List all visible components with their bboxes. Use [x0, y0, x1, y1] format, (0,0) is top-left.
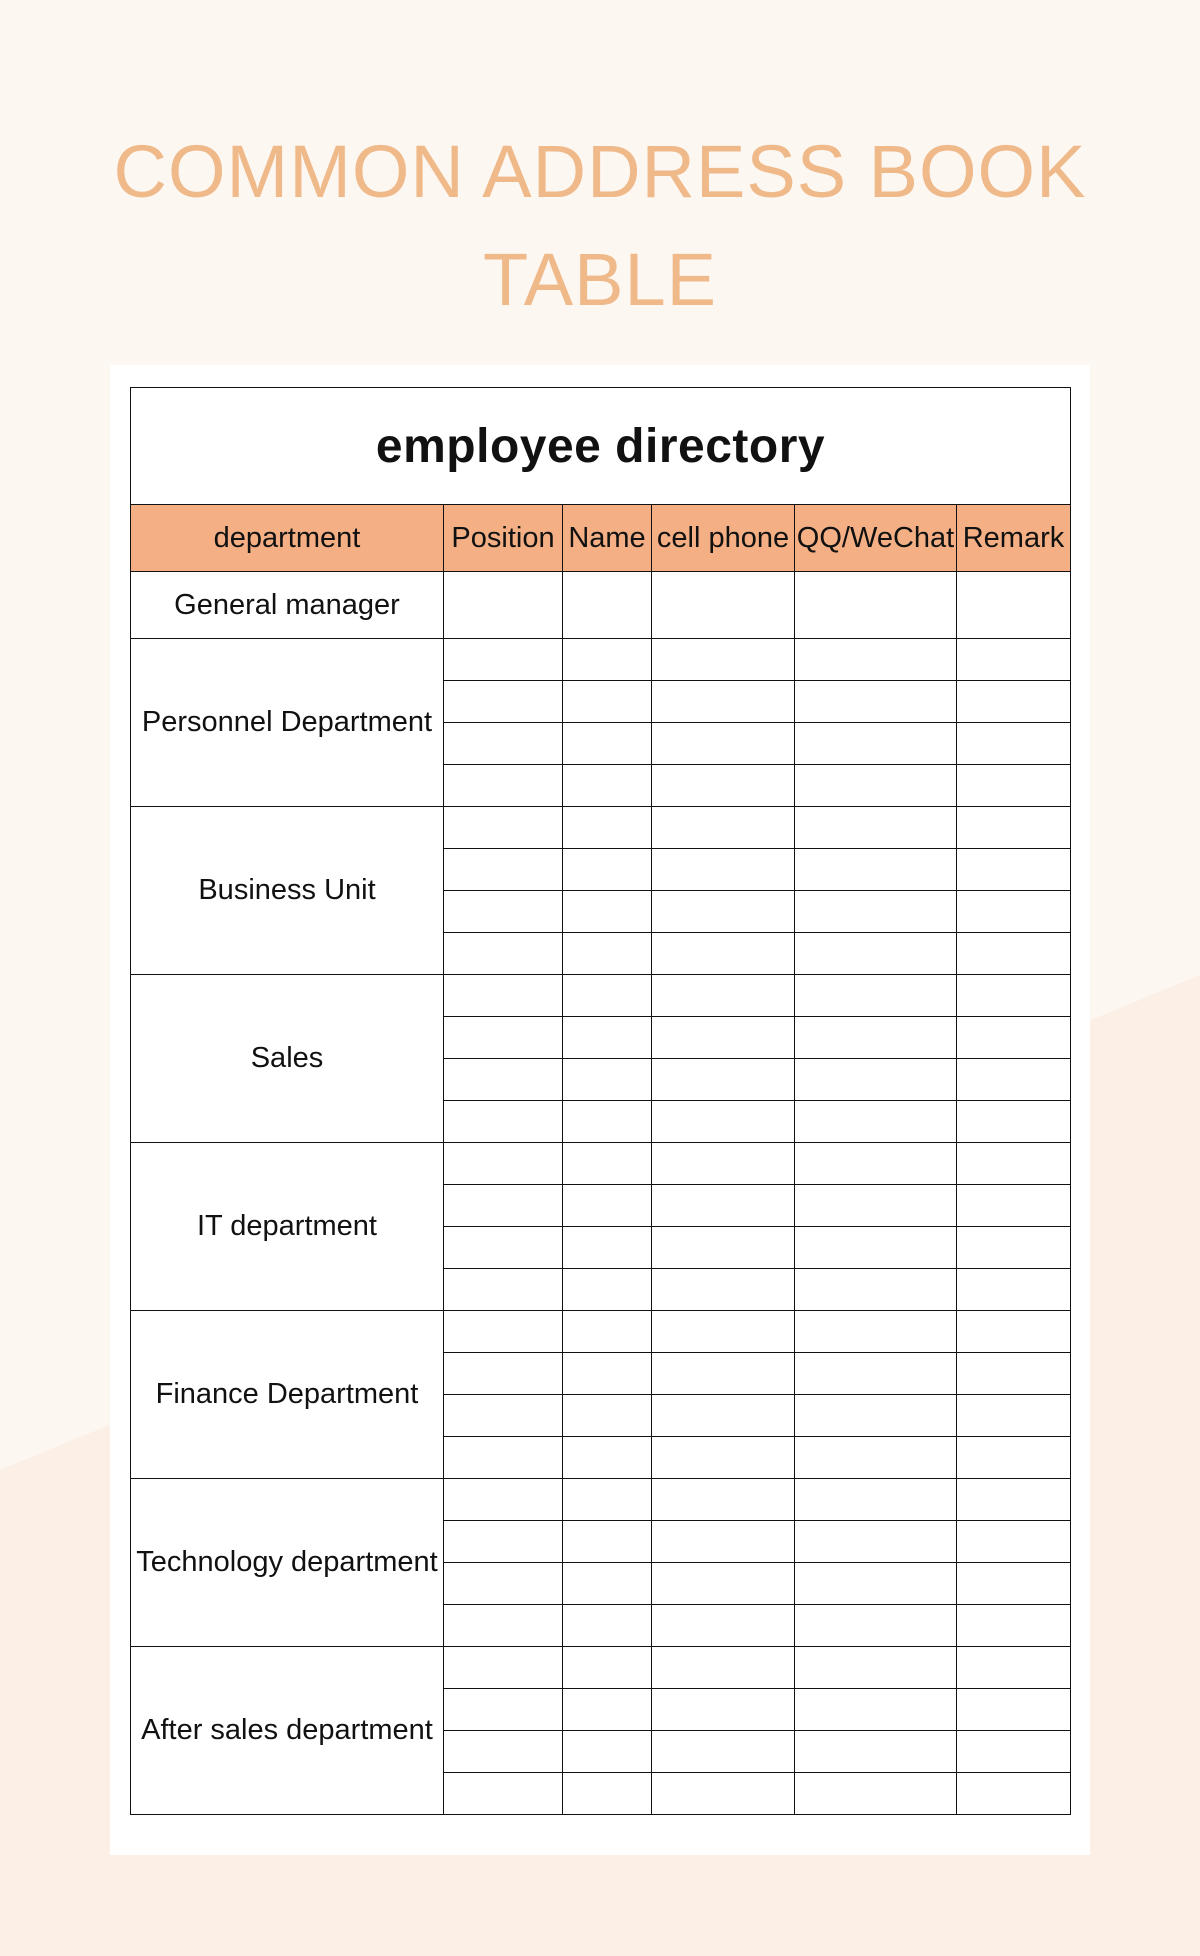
table-cell[interactable] [563, 639, 652, 681]
table-cell[interactable] [563, 891, 652, 933]
table-cell[interactable] [795, 1731, 957, 1773]
table-cell[interactable] [957, 1731, 1071, 1773]
table-row [131, 807, 1071, 849]
table-cell[interactable] [444, 1605, 563, 1647]
table-cell[interactable] [652, 1227, 795, 1269]
table-cell[interactable] [957, 1269, 1071, 1311]
table-cell[interactable] [957, 1437, 1071, 1479]
table-cell[interactable] [795, 1773, 957, 1815]
table-cell[interactable] [795, 681, 957, 723]
department-cell: IT department [131, 1143, 444, 1311]
table-cell[interactable] [652, 933, 795, 975]
table-cell[interactable] [563, 765, 652, 807]
table-cell[interactable] [957, 1185, 1071, 1227]
table-cell[interactable] [957, 849, 1071, 891]
table-cell[interactable] [444, 1185, 563, 1227]
table-cell[interactable] [444, 1017, 563, 1059]
employee-directory-table [130, 387, 1071, 1815]
table-cell[interactable] [444, 723, 563, 765]
table-cell[interactable] [652, 765, 795, 807]
table-cell[interactable] [795, 1521, 957, 1563]
table-cell[interactable] [444, 1311, 563, 1353]
table-cell[interactable] [563, 1017, 652, 1059]
table-cell[interactable] [444, 975, 563, 1017]
table-cell[interactable] [652, 1185, 795, 1227]
table-cell[interactable] [444, 1101, 563, 1143]
table-cell[interactable] [652, 1353, 795, 1395]
department-cell: After sales department [131, 1647, 444, 1815]
table-cell[interactable] [444, 681, 563, 723]
table-cell[interactable] [957, 1311, 1071, 1353]
table-cell[interactable] [563, 1185, 652, 1227]
table-cell[interactable] [957, 1647, 1071, 1689]
department-cell: Sales [131, 975, 444, 1143]
table-cell[interactable] [563, 1059, 652, 1101]
table-cell[interactable] [652, 1311, 795, 1353]
directory-sheet [110, 365, 1090, 1855]
table-cell[interactable] [957, 765, 1071, 807]
table-cell[interactable] [652, 1143, 795, 1185]
table-cell[interactable] [444, 1227, 563, 1269]
caption-row [131, 388, 1071, 505]
table-cell[interactable] [444, 1647, 563, 1689]
table-cell[interactable] [957, 807, 1071, 849]
table-cell[interactable] [957, 975, 1071, 1017]
table-cell[interactable] [444, 1731, 563, 1773]
table-cell[interactable] [795, 807, 957, 849]
table-cell[interactable] [957, 1227, 1071, 1269]
table-cell[interactable] [444, 1521, 563, 1563]
table-cell[interactable] [563, 1521, 652, 1563]
table-cell[interactable] [652, 849, 795, 891]
header-row [131, 505, 1071, 572]
table-cell[interactable] [563, 681, 652, 723]
header-cell-phone: cell phone [652, 505, 795, 572]
header-name: Name [563, 505, 652, 572]
table-cell[interactable] [795, 1647, 957, 1689]
table-cell[interactable] [563, 1101, 652, 1143]
table-cell[interactable] [957, 1017, 1071, 1059]
table-cell[interactable] [795, 891, 957, 933]
table-cell[interactable] [563, 975, 652, 1017]
table-cell[interactable] [795, 1311, 957, 1353]
table-cell[interactable] [652, 1689, 795, 1731]
table-cell[interactable] [957, 1101, 1071, 1143]
table-cell[interactable] [957, 723, 1071, 765]
table-cell[interactable] [652, 1605, 795, 1647]
table-cell[interactable] [795, 1143, 957, 1185]
table-cell[interactable] [795, 723, 957, 765]
table-cell[interactable] [444, 849, 563, 891]
table-cell[interactable] [444, 1437, 563, 1479]
table-cell[interactable] [795, 572, 957, 639]
table-cell[interactable] [652, 1101, 795, 1143]
table-cell[interactable] [563, 1311, 652, 1353]
table-cell[interactable] [652, 1479, 795, 1521]
table-cell[interactable] [444, 807, 563, 849]
table-cell[interactable] [957, 639, 1071, 681]
table-cell[interactable] [652, 1059, 795, 1101]
table-cell[interactable] [563, 1647, 652, 1689]
table-cell[interactable] [957, 1773, 1071, 1815]
table-cell[interactable] [563, 1269, 652, 1311]
table-cell[interactable] [444, 1395, 563, 1437]
table-row [131, 1647, 1071, 1689]
table-cell[interactable] [444, 1353, 563, 1395]
header-department: department [131, 505, 444, 572]
table-cell[interactable] [444, 639, 563, 681]
table-cell[interactable] [795, 1353, 957, 1395]
table-cell[interactable] [957, 681, 1071, 723]
header-qq-wechat: QQ/WeChat [795, 505, 957, 572]
table-cell[interactable] [563, 1227, 652, 1269]
table-cell[interactable] [563, 1773, 652, 1815]
table-row [131, 639, 1071, 681]
table-cell[interactable] [652, 1563, 795, 1605]
table-cell[interactable] [563, 1689, 652, 1731]
table-cell[interactable] [795, 933, 957, 975]
page-title-line-2: TABLE [483, 238, 717, 321]
table-row [131, 1479, 1071, 1521]
table-cell[interactable] [652, 1017, 795, 1059]
table-cell[interactable] [652, 639, 795, 681]
header-position: Position [444, 505, 563, 572]
table-cell[interactable] [444, 1563, 563, 1605]
department-cell: Personnel Department [131, 639, 444, 807]
table-cell[interactable] [563, 1395, 652, 1437]
table-cell[interactable] [563, 723, 652, 765]
table-cell[interactable] [957, 1143, 1071, 1185]
table-cell[interactable] [795, 1227, 957, 1269]
table-cell[interactable] [795, 975, 957, 1017]
table-cell[interactable] [795, 849, 957, 891]
table-cell[interactable] [795, 1689, 957, 1731]
table-cell[interactable] [563, 1731, 652, 1773]
table-cell[interactable] [563, 1563, 652, 1605]
table-cell[interactable] [563, 807, 652, 849]
department-cell: Finance Department [131, 1311, 444, 1479]
table-cell[interactable] [652, 681, 795, 723]
table-cell[interactable] [652, 1731, 795, 1773]
table-cell[interactable] [563, 1437, 652, 1479]
table-cell[interactable] [957, 1605, 1071, 1647]
table-cell[interactable] [652, 807, 795, 849]
table-cell[interactable] [444, 1143, 563, 1185]
table-cell[interactable] [795, 639, 957, 681]
table-cell[interactable] [795, 1059, 957, 1101]
header-remark: Remark [957, 505, 1071, 572]
table-cell[interactable] [957, 1521, 1071, 1563]
table-cell[interactable] [652, 1647, 795, 1689]
table-cell[interactable] [652, 975, 795, 1017]
table-cell[interactable] [563, 1143, 652, 1185]
page-title [0, 118, 1200, 334]
table-cell[interactable] [652, 723, 795, 765]
table-cell[interactable] [957, 1059, 1071, 1101]
table-cell[interactable] [957, 572, 1071, 639]
table-cell[interactable] [444, 1479, 563, 1521]
department-cell: Technology department [131, 1479, 444, 1647]
table-cell[interactable] [563, 1479, 652, 1521]
table-cell[interactable] [795, 1017, 957, 1059]
table-cell[interactable] [795, 1269, 957, 1311]
department-cell: Business Unit [131, 807, 444, 975]
table-cell[interactable] [652, 1395, 795, 1437]
table-cell[interactable] [652, 572, 795, 639]
table-cell[interactable] [795, 1395, 957, 1437]
table-cell[interactable] [795, 1563, 957, 1605]
table-cell[interactable] [795, 765, 957, 807]
table-cell[interactable] [652, 891, 795, 933]
table-cell[interactable] [444, 891, 563, 933]
table-cell[interactable] [563, 933, 652, 975]
table-cell[interactable] [795, 1101, 957, 1143]
table-cell[interactable] [563, 1353, 652, 1395]
table-cell[interactable] [444, 1269, 563, 1311]
table-cell[interactable] [444, 1773, 563, 1815]
table-cell[interactable] [563, 572, 652, 639]
page-title-line-1: COMMON ADDRESS BOOK [113, 130, 1087, 213]
table-cell[interactable] [444, 1689, 563, 1731]
table-cell[interactable] [563, 849, 652, 891]
table-cell[interactable] [795, 1185, 957, 1227]
table-cell[interactable] [957, 1689, 1071, 1731]
table-cell[interactable] [444, 765, 563, 807]
table-cell[interactable] [444, 1059, 563, 1101]
table-cell[interactable] [795, 1605, 957, 1647]
table-cell[interactable] [957, 933, 1071, 975]
table-row-general-manager [131, 572, 1071, 639]
table-cell[interactable] [563, 1605, 652, 1647]
table-caption: employee directory [131, 388, 1071, 505]
table-cell[interactable] [957, 1353, 1071, 1395]
table-cell[interactable] [652, 1521, 795, 1563]
table-cell[interactable] [957, 1479, 1071, 1521]
table-row [131, 1311, 1071, 1353]
department-cell: General manager [131, 572, 444, 639]
table-cell[interactable] [444, 933, 563, 975]
table-cell[interactable] [652, 1269, 795, 1311]
table-cell[interactable] [795, 1479, 957, 1521]
table-cell[interactable] [957, 891, 1071, 933]
table-row [131, 1143, 1071, 1185]
table-cell[interactable] [652, 1437, 795, 1479]
table-cell[interactable] [652, 1773, 795, 1815]
table-cell[interactable] [957, 1563, 1071, 1605]
table-cell[interactable] [957, 1395, 1071, 1437]
table-cell[interactable] [444, 572, 563, 639]
table-row [131, 975, 1071, 1017]
table-cell[interactable] [795, 1437, 957, 1479]
